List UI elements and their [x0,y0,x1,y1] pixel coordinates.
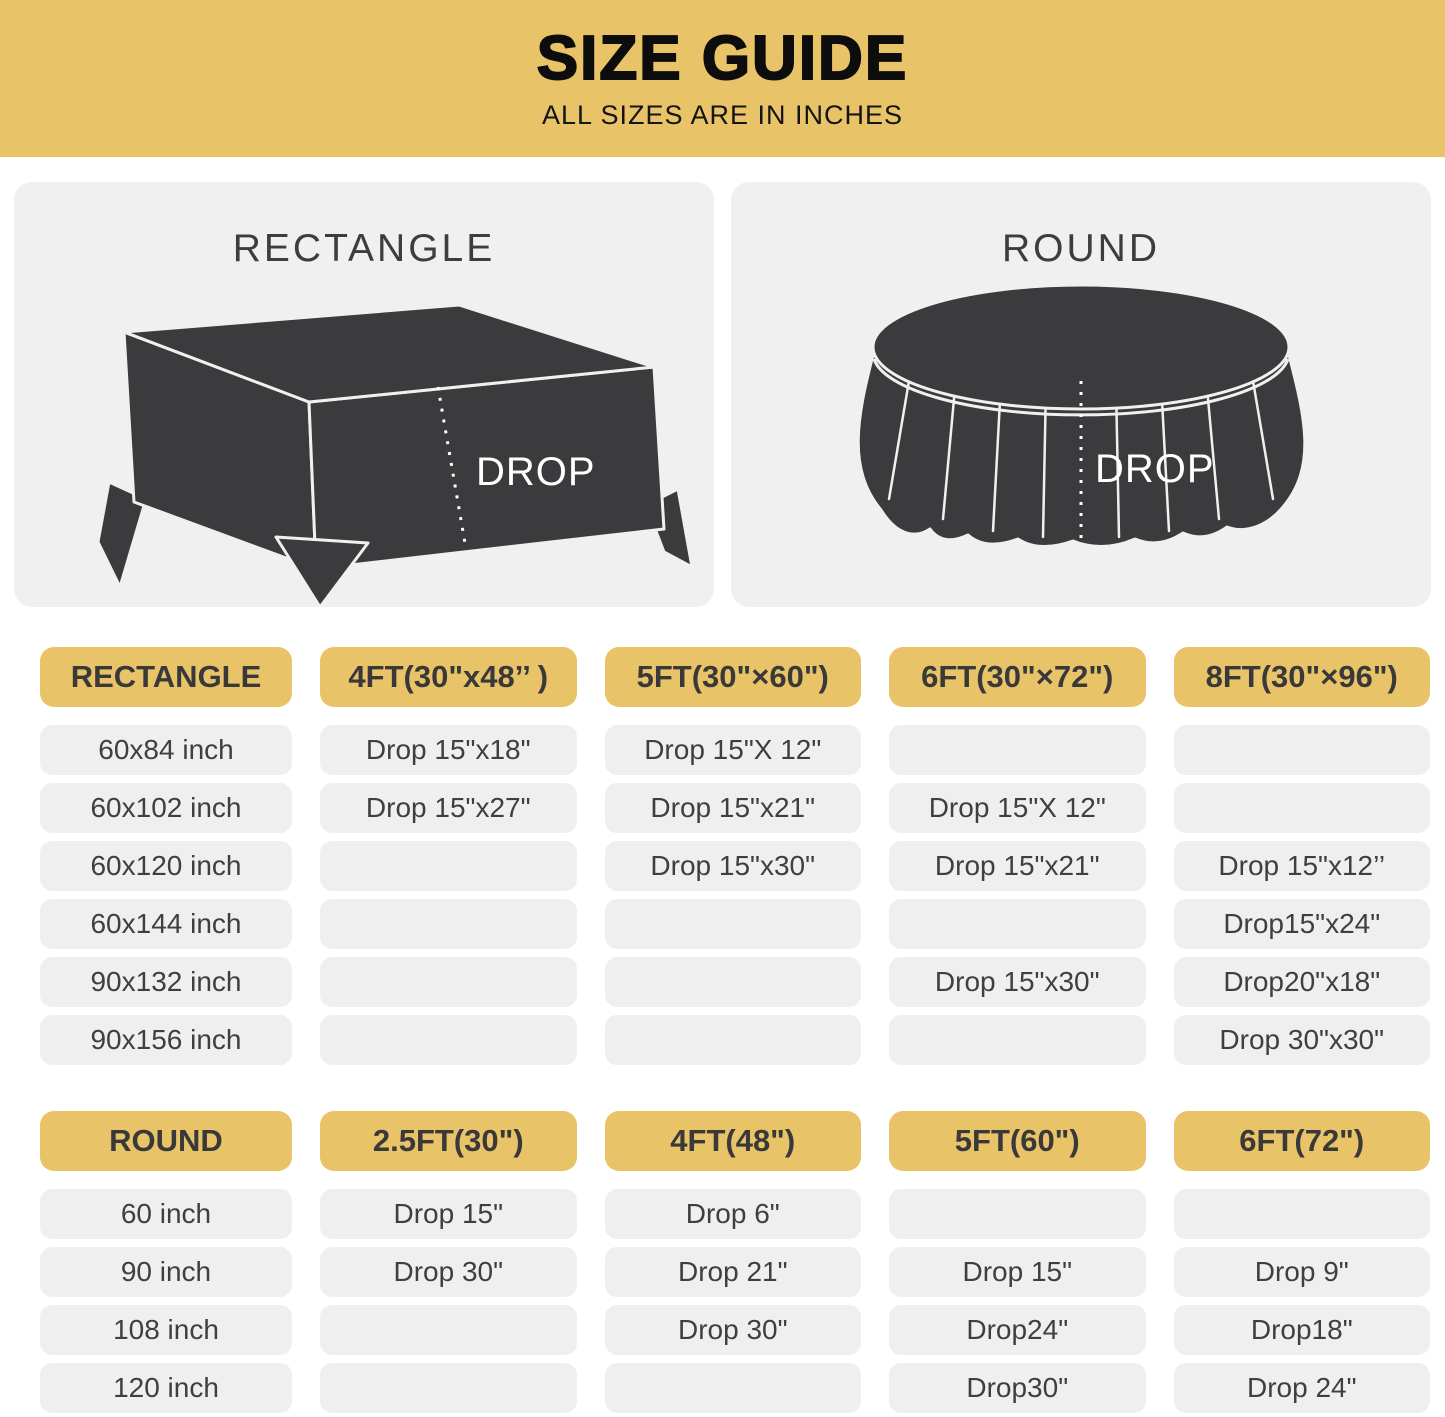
drop-cell [889,1189,1146,1239]
column-header: ROUND [40,1111,292,1171]
table-column [1174,1111,1431,1413]
drop-cell [320,1015,577,1065]
column-header: 4FT(30"x48’’ ) [320,647,577,707]
drop-cell: Drop 15" [889,1247,1146,1297]
drop-cell [889,1015,1146,1065]
rectangle-panel [14,182,714,607]
drop-cell [1174,1189,1431,1239]
illustration-panels [0,182,1445,607]
round-panel [731,182,1431,607]
column-header: 6FT(72") [1174,1111,1431,1171]
drop-cell: Drop 9" [1174,1247,1431,1297]
round-drop-label: DROP [1095,447,1215,491]
drop-cell: Drop 15"x21" [889,841,1146,891]
table-column [320,1111,577,1413]
drop-cell: Drop 15"x27" [320,783,577,833]
page-title: SIZE GUIDE [536,24,909,93]
drop-cell: Drop 15"x21" [605,783,862,833]
drop-cell: Drop15"x24" [1174,899,1431,949]
drop-cell: Drop 15" [320,1189,577,1239]
drop-cell [605,1363,862,1413]
table-column [40,1111,292,1413]
drop-cell [605,899,862,949]
drop-cell: Drop 15"x12’’ [1174,841,1431,891]
table-column [1174,647,1431,1065]
drop-cell: Drop 15"x18" [320,725,577,775]
drop-cell: Drop 6" [605,1189,862,1239]
drop-cell [605,1015,862,1065]
round-tablecloth-illustration [731,277,1431,607]
column-header: 5FT(60") [889,1111,1146,1171]
drop-cell [605,957,862,1007]
page-subtitle: ALL SIZES ARE IN INCHES [541,100,904,130]
size-cell: 120 inch [40,1363,292,1413]
drop-cell: Drop24" [889,1305,1146,1355]
column-header: 8FT(30"×96") [1174,647,1431,707]
table-column [889,1111,1146,1413]
size-cell: 90 inch [40,1247,292,1297]
table-column [320,647,577,1065]
column-header: 6FT(30"×72") [889,647,1146,707]
drop-cell: Drop18" [1174,1305,1431,1355]
round-panel-title: ROUND [1002,227,1160,270]
table-column [605,647,862,1065]
table-column [605,1111,862,1413]
drop-cell [889,725,1146,775]
rectangle-size-table [0,647,1445,1065]
drop-cell [889,899,1146,949]
drop-cell: Drop 24" [1174,1363,1431,1413]
size-cell: 108 inch [40,1305,292,1355]
size-cell: 60 inch [40,1189,292,1239]
size-cell: 60x144 inch [40,899,292,949]
size-cell: 60x120 inch [40,841,292,891]
drop-cell [1174,783,1431,833]
size-cell: 60x102 inch [40,783,292,833]
drop-cell: Drop 30" [320,1247,577,1297]
rectangle-panel-title: RECTANGLE [232,227,496,270]
size-cell: 90x132 inch [40,957,292,1007]
drop-cell: Drop20"x18" [1174,957,1431,1007]
drop-cell [320,899,577,949]
drop-cell: Drop 15"X 12" [889,783,1146,833]
size-guide-banner [0,0,1445,157]
table-column [889,647,1146,1065]
column-header: 2.5FT(30") [320,1111,577,1171]
drop-cell [320,957,577,1007]
drop-cell: Drop 15"X 12" [605,725,862,775]
drop-cell [1174,725,1431,775]
drop-cell: Drop 15"x30" [605,841,862,891]
column-header: RECTANGLE [40,647,292,707]
round-size-table [0,1111,1445,1413]
column-header: 5FT(30"×60") [605,647,862,707]
drop-cell [320,1305,577,1355]
drop-cell: Drop 15"x30" [889,957,1146,1007]
drop-cell [320,841,577,891]
drop-cell: Drop30" [889,1363,1146,1413]
drop-cell: Drop 30"x30" [1174,1015,1431,1065]
table-column [40,647,292,1065]
column-header: 4FT(48") [605,1111,862,1171]
drop-cell: Drop 21" [605,1247,862,1297]
rectangle-drop-label: DROP [476,450,596,494]
size-cell: 90x156 inch [40,1015,292,1065]
drop-cell: Drop 30" [605,1305,862,1355]
size-cell: 60x84 inch [40,725,292,775]
drop-cell [320,1363,577,1413]
rectangle-tablecloth-illustration [14,277,714,607]
